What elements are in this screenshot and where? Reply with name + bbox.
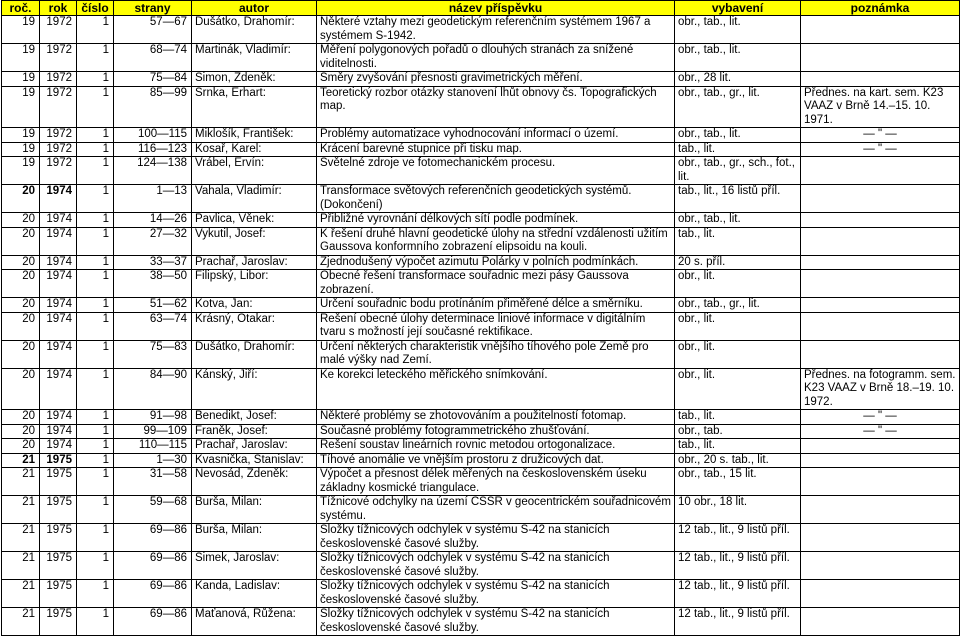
- cell-nazev: Krácení barevné stupnice při tisku map.: [317, 142, 675, 157]
- cell-poznamka: [801, 580, 960, 608]
- cell-strany: 116—123: [114, 142, 192, 157]
- cell-rok: 1972: [40, 157, 77, 185]
- cell-rok: 1972: [40, 142, 77, 157]
- cell-poznamka: [801, 340, 960, 368]
- bibliography-table: [1, 0, 960, 636]
- cell-autor: Šimek, Jaroslav:: [192, 552, 317, 580]
- cell-vybaveni: obr., lit.: [675, 340, 801, 368]
- cell-roc: 20: [2, 227, 40, 255]
- cell-rok: 1975: [40, 453, 77, 468]
- cell-nazev: Řešení soustav lineárních rovnic metodou ortogonalizace.: [317, 439, 675, 454]
- table-row: [2, 608, 960, 636]
- cell-poznamka: Přednes. na kart. sem. K23 VAAZ v Brně 14.–15. 10. 1971.: [801, 86, 960, 128]
- cell-strany: 99—109: [114, 424, 192, 439]
- cell-strany: 33—37: [114, 255, 192, 270]
- cell-poznamka: [801, 185, 960, 213]
- table-row: [2, 270, 960, 298]
- cell-rok: 1974: [40, 270, 77, 298]
- table-body: [2, 16, 960, 636]
- header-cislo: číslo: [77, 1, 114, 16]
- cell-autor: Franěk, Josef:: [192, 424, 317, 439]
- cell-strany: 59—68: [114, 496, 192, 524]
- cell-poznamka: [801, 453, 960, 468]
- cell-roc: 21: [2, 496, 40, 524]
- cell-cislo: 1: [77, 255, 114, 270]
- cell-poznamka: [801, 298, 960, 313]
- cell-rok: 1974: [40, 424, 77, 439]
- cell-vybaveni: 12 tab., lit., 9 listů příl.: [675, 608, 801, 636]
- cell-cislo: 1: [77, 86, 114, 128]
- cell-roc: 21: [2, 608, 40, 636]
- cell-vybaveni: 12 tab., lit., 9 listů příl.: [675, 524, 801, 552]
- cell-roc: 21: [2, 453, 40, 468]
- cell-roc: 20: [2, 255, 40, 270]
- cell-nazev: Problémy automatizace vyhodnocování informací o území.: [317, 128, 675, 143]
- cell-nazev: Teoretický rozbor otázky stanovení lhůt obnovy čs. Topografických map.: [317, 86, 675, 128]
- table-row: [2, 368, 960, 410]
- cell-autor: Vahala, Vladimír:: [192, 185, 317, 213]
- table-row: [2, 439, 960, 454]
- cell-autor: Vykutil, Josef:: [192, 227, 317, 255]
- cell-autor: Dušátko, Drahomír:: [192, 16, 317, 44]
- cell-nazev: Složky tížnicových odchylek v systému S-42 na stanicích československé časové služby.: [317, 580, 675, 608]
- cell-poznamka: [801, 213, 960, 228]
- table-row: [2, 185, 960, 213]
- cell-poznamka: — " —: [801, 424, 960, 439]
- cell-vybaveni: 12 tab., lit., 9 listů příl.: [675, 580, 801, 608]
- cell-autor: Šimon, Zdeněk:: [192, 72, 317, 87]
- cell-roc: 20: [2, 439, 40, 454]
- cell-roc: 20: [2, 340, 40, 368]
- cell-poznamka: [801, 439, 960, 454]
- cell-autor: Miklošík, František:: [192, 128, 317, 143]
- cell-poznamka: [801, 312, 960, 340]
- cell-autor: Prachař, Jaroslav:: [192, 439, 317, 454]
- cell-autor: Srnka, Erhart:: [192, 86, 317, 128]
- cell-rok: 1975: [40, 496, 77, 524]
- cell-nazev: Obecné řešení transformace souřadnic mezi pásy Gaussova zobrazení.: [317, 270, 675, 298]
- header-nazev: název příspěvku: [317, 1, 675, 16]
- cell-cislo: 1: [77, 298, 114, 313]
- cell-rok: 1974: [40, 213, 77, 228]
- cell-poznamka: [801, 157, 960, 185]
- table-row: [2, 227, 960, 255]
- cell-vybaveni: obr., tab., gr., lit.: [675, 298, 801, 313]
- cell-roc: 21: [2, 580, 40, 608]
- cell-vybaveni: obr., 28 lit.: [675, 72, 801, 87]
- cell-rok: 1974: [40, 298, 77, 313]
- cell-strany: 31—58: [114, 468, 192, 496]
- cell-nazev: Složky tížnicových odchylek v systému S-42 na stanicích československé časové služby.: [317, 524, 675, 552]
- cell-nazev: Některé vztahy mezi geodetickým referenčním systémem 1967 a systémem S-1942.: [317, 16, 675, 44]
- header-roc: roč.: [2, 1, 40, 16]
- cell-poznamka: [801, 270, 960, 298]
- cell-strany: 84—90: [114, 368, 192, 410]
- cell-cislo: 1: [77, 368, 114, 410]
- cell-vybaveni: obr., tab., lit.: [675, 213, 801, 228]
- cell-strany: 85—99: [114, 86, 192, 128]
- cell-nazev: Současné problémy fotogrammetrického zhušťování.: [317, 424, 675, 439]
- cell-poznamka: [801, 255, 960, 270]
- cell-cislo: 1: [77, 424, 114, 439]
- cell-autor: Kvasnička, Stanislav:: [192, 453, 317, 468]
- cell-autor: Filipský, Libor:: [192, 270, 317, 298]
- cell-cislo: 1: [77, 608, 114, 636]
- cell-autor: Kánský, Jiří:: [192, 368, 317, 410]
- cell-strany: 110—115: [114, 439, 192, 454]
- cell-cislo: 1: [77, 270, 114, 298]
- cell-rok: 1974: [40, 185, 77, 213]
- table-row: [2, 468, 960, 496]
- cell-roc: 19: [2, 44, 40, 72]
- cell-rok: 1972: [40, 44, 77, 72]
- cell-rok: 1975: [40, 524, 77, 552]
- cell-nazev: Složky tížnicových odchylek v systému S-42 na stanicích československé časové služby.: [317, 552, 675, 580]
- cell-roc: 20: [2, 185, 40, 213]
- cell-vybaveni: obr., lit.: [675, 312, 801, 340]
- cell-rok: 1972: [40, 72, 77, 87]
- cell-vybaveni: tab., lit.: [675, 439, 801, 454]
- table-row: [2, 496, 960, 524]
- cell-autor: Kosař, Karel:: [192, 142, 317, 157]
- cell-nazev: Přibližné vyrovnání délkových sítí podle podmínek.: [317, 213, 675, 228]
- cell-strany: 69—86: [114, 580, 192, 608]
- cell-nazev: Zjednodušený výpočet azimutu Polárky v polních podmínkách.: [317, 255, 675, 270]
- cell-vybaveni: tab., lit.: [675, 410, 801, 425]
- table-row: [2, 580, 960, 608]
- cell-roc: 20: [2, 410, 40, 425]
- cell-strany: 38—50: [114, 270, 192, 298]
- table-row: [2, 142, 960, 157]
- cell-vybaveni: tab., lit., 16 listů příl.: [675, 185, 801, 213]
- cell-nazev: Některé problémy se zhotovováním a použitelností fotomap.: [317, 410, 675, 425]
- cell-cislo: 1: [77, 157, 114, 185]
- header-rok: rok: [40, 1, 77, 16]
- cell-autor: Nevosád, Zdeněk:: [192, 468, 317, 496]
- table-row: [2, 298, 960, 313]
- cell-autor: Pavlica, Věnek:: [192, 213, 317, 228]
- cell-roc: 20: [2, 312, 40, 340]
- cell-nazev: Ke korekci leteckého měřického snímkování.: [317, 368, 675, 410]
- table-row: [2, 312, 960, 340]
- cell-vybaveni: 12 tab., lit., 9 listů příl.: [675, 552, 801, 580]
- cell-roc: 19: [2, 16, 40, 44]
- cell-nazev: Výpočet a přesnost délek měřených na československém úseku základny kosmické triangulace.: [317, 468, 675, 496]
- cell-cislo: 1: [77, 580, 114, 608]
- cell-cislo: 1: [77, 524, 114, 552]
- table-row: [2, 453, 960, 468]
- table-row: [2, 16, 960, 44]
- cell-rok: 1974: [40, 368, 77, 410]
- cell-rok: 1974: [40, 227, 77, 255]
- cell-autor: Prachař, Jaroslav:: [192, 255, 317, 270]
- cell-nazev: Měření polygonových pořadů o dlouhých stranách za snížené viditelnosti.: [317, 44, 675, 72]
- cell-strany: 124—138: [114, 157, 192, 185]
- cell-cislo: 1: [77, 439, 114, 454]
- cell-poznamka: [801, 227, 960, 255]
- cell-autor: Martinák, Vladimír:: [192, 44, 317, 72]
- cell-cislo: 1: [77, 496, 114, 524]
- cell-rok: 1975: [40, 552, 77, 580]
- cell-autor: Dušátko, Drahomír:: [192, 340, 317, 368]
- cell-roc: 19: [2, 142, 40, 157]
- table-row: [2, 86, 960, 128]
- cell-strany: 91—98: [114, 410, 192, 425]
- cell-cislo: 1: [77, 128, 114, 143]
- table-header-row: [2, 1, 960, 16]
- cell-autor: Krásný, Otakar:: [192, 312, 317, 340]
- header-poznamka: poznámka: [801, 1, 960, 16]
- cell-strany: 100—115: [114, 128, 192, 143]
- cell-rok: 1974: [40, 340, 77, 368]
- cell-strany: 69—86: [114, 608, 192, 636]
- table-row: [2, 424, 960, 439]
- cell-poznamka: [801, 72, 960, 87]
- table-row: [2, 157, 960, 185]
- cell-rok: 1972: [40, 86, 77, 128]
- cell-cislo: 1: [77, 312, 114, 340]
- cell-vybaveni: obr., tab., gr., lit.: [675, 86, 801, 128]
- cell-strany: 63—74: [114, 312, 192, 340]
- cell-autor: Benedikt, Josef:: [192, 410, 317, 425]
- cell-vybaveni: 10 obr., 18 lit.: [675, 496, 801, 524]
- cell-vybaveni: obr., lit.: [675, 368, 801, 410]
- cell-poznamka: [801, 524, 960, 552]
- cell-vybaveni: obr., 20 s. tab., lit.: [675, 453, 801, 468]
- header-strany: strany: [114, 1, 192, 16]
- cell-rok: 1972: [40, 16, 77, 44]
- cell-strany: 1—13: [114, 185, 192, 213]
- header-vybaveni: vybavení: [675, 1, 801, 16]
- cell-cislo: 1: [77, 552, 114, 580]
- cell-rok: 1974: [40, 410, 77, 425]
- cell-vybaveni: tab., lit.: [675, 227, 801, 255]
- cell-strany: 51—62: [114, 298, 192, 313]
- cell-nazev: Složky tížnicových odchylek v systému S-42 na stanicích československé časové služby.: [317, 608, 675, 636]
- cell-vybaveni: obr., tab., 15 lit.: [675, 468, 801, 496]
- cell-cislo: 1: [77, 468, 114, 496]
- cell-roc: 20: [2, 424, 40, 439]
- cell-strany: 75—83: [114, 340, 192, 368]
- cell-poznamka: Přednes. na fotogramm. sem. K23 VAAZ v Brně 18.–19. 10. 1972.: [801, 368, 960, 410]
- cell-cislo: 1: [77, 44, 114, 72]
- cell-roc: 20: [2, 270, 40, 298]
- cell-roc: 21: [2, 524, 40, 552]
- cell-rok: 1974: [40, 255, 77, 270]
- cell-strany: 27—32: [114, 227, 192, 255]
- cell-nazev: K řešení druhé hlavní geodetické úlohy na střední vzdálenosti užitím Gaussova konformního zobrazení elipsoidu na kouli.: [317, 227, 675, 255]
- cell-roc: 21: [2, 468, 40, 496]
- cell-strany: 1—30: [114, 453, 192, 468]
- cell-autor: Kanda, Ladislav:: [192, 580, 317, 608]
- cell-vybaveni: 20 s. příl.: [675, 255, 801, 270]
- cell-cislo: 1: [77, 410, 114, 425]
- cell-roc: 19: [2, 157, 40, 185]
- cell-poznamka: [801, 468, 960, 496]
- cell-roc: 21: [2, 552, 40, 580]
- cell-strany: 57—67: [114, 16, 192, 44]
- cell-poznamka: [801, 608, 960, 636]
- cell-vybaveni: tab., lit.: [675, 142, 801, 157]
- cell-poznamka: [801, 44, 960, 72]
- cell-nazev: Tíhové anomálie ve vnějším prostoru z družicových dat.: [317, 453, 675, 468]
- cell-vybaveni: obr., tab., lit.: [675, 128, 801, 143]
- cell-roc: 20: [2, 298, 40, 313]
- table-row: [2, 340, 960, 368]
- cell-vybaveni: obr., tab.: [675, 424, 801, 439]
- cell-roc: 20: [2, 213, 40, 228]
- cell-cislo: 1: [77, 16, 114, 44]
- cell-cislo: 1: [77, 340, 114, 368]
- cell-rok: 1974: [40, 439, 77, 454]
- cell-roc: 20: [2, 368, 40, 410]
- table-row: [2, 72, 960, 87]
- cell-nazev: Určení některých charakteristik vnějšího tíhového pole Země pro malé výšky nad Zemí.: [317, 340, 675, 368]
- cell-roc: 19: [2, 86, 40, 128]
- cell-cislo: 1: [77, 213, 114, 228]
- table-row: [2, 44, 960, 72]
- cell-rok: 1975: [40, 608, 77, 636]
- cell-strany: 69—86: [114, 524, 192, 552]
- cell-cislo: 1: [77, 453, 114, 468]
- cell-nazev: Řešení obecné úlohy determinace liniové informace v digitálním tvaru s možností její současné rektifikace.: [317, 312, 675, 340]
- cell-vybaveni: obr., tab., lit.: [675, 16, 801, 44]
- cell-poznamka: [801, 16, 960, 44]
- cell-autor: Kotva, Jan:: [192, 298, 317, 313]
- table-row: [2, 524, 960, 552]
- cell-autor: Maťanová, Růžena:: [192, 608, 317, 636]
- cell-nazev: Tížnicové odchylky na území ČSSR v geocentrickém souřadnicovém systému.: [317, 496, 675, 524]
- table-row: [2, 213, 960, 228]
- cell-cislo: 1: [77, 185, 114, 213]
- cell-strany: 68—74: [114, 44, 192, 72]
- table-row: [2, 128, 960, 143]
- cell-autor: Burša, Milan:: [192, 496, 317, 524]
- cell-rok: 1975: [40, 468, 77, 496]
- cell-poznamka: — " —: [801, 142, 960, 157]
- cell-cislo: 1: [77, 142, 114, 157]
- cell-nazev: Transformace světových referenčních geodetických systémů. (Dokončení): [317, 185, 675, 213]
- table-row: [2, 410, 960, 425]
- cell-poznamka: — " —: [801, 410, 960, 425]
- cell-vybaveni: obr., lit.: [675, 270, 801, 298]
- cell-cislo: 1: [77, 227, 114, 255]
- cell-cislo: 1: [77, 72, 114, 87]
- cell-strany: 14—26: [114, 213, 192, 228]
- cell-nazev: Určení souřadnic bodu protínáním přiměřené délce a směrníku.: [317, 298, 675, 313]
- table-row: [2, 255, 960, 270]
- cell-roc: 19: [2, 128, 40, 143]
- header-autor: autor: [192, 1, 317, 16]
- cell-autor: Vrábel, Ervín:: [192, 157, 317, 185]
- table-row: [2, 552, 960, 580]
- cell-roc: 19: [2, 72, 40, 87]
- cell-nazev: Světelné zdroje ve fotomechanickém procesu.: [317, 157, 675, 185]
- cell-strany: 69—86: [114, 552, 192, 580]
- cell-poznamka: — " —: [801, 128, 960, 143]
- cell-strany: 75—84: [114, 72, 192, 87]
- cell-rok: 1974: [40, 312, 77, 340]
- cell-poznamka: [801, 552, 960, 580]
- cell-rok: 1975: [40, 580, 77, 608]
- cell-rok: 1972: [40, 128, 77, 143]
- cell-vybaveni: obr., tab., lit.: [675, 44, 801, 72]
- cell-nazev: Směry zvyšování přesnosti gravimetrických měření.: [317, 72, 675, 87]
- cell-vybaveni: obr., tab., gr., sch., fot., lit.: [675, 157, 801, 185]
- cell-autor: Burša, Milan:: [192, 524, 317, 552]
- cell-poznamka: [801, 496, 960, 524]
